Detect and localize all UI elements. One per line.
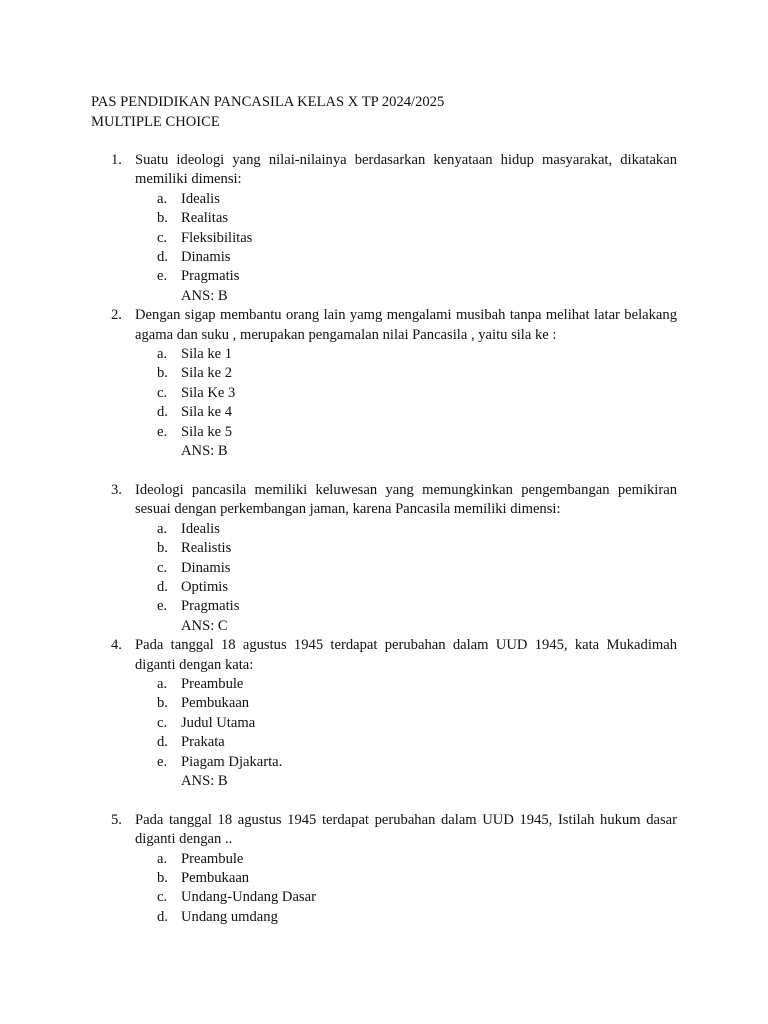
document-subtitle: MULTIPLE CHOICE <box>91 113 220 130</box>
option-text: Sila ke 1 <box>181 346 233 363</box>
question-text: Suatu ideologi yang nilai-nilainya berdasarkan kenyataan hidup masyarakat, dikatakan memiliki dimensi: <box>135 152 677 188</box>
question-number: 1. <box>111 152 122 168</box>
option-text: Pragmatis <box>181 268 240 285</box>
option-letter: a. <box>157 850 168 867</box>
question-5 <box>91 811 677 927</box>
option-text: Undang umdang <box>181 908 278 925</box>
question-number: 4. <box>111 637 122 654</box>
option-text: Undang-Undang Dasar <box>181 889 316 906</box>
option-letter: d. <box>157 734 168 751</box>
option-letter: a. <box>157 346 168 363</box>
option-c <box>135 384 677 403</box>
option-text: Sila ke 4 <box>181 404 233 421</box>
option-letter: e. <box>157 598 168 615</box>
option-letter: e. <box>157 268 168 285</box>
spacer <box>91 791 677 810</box>
option-text: Optimis <box>181 578 229 595</box>
option-text: Idealis <box>181 190 220 207</box>
option-text: Pragmatis <box>181 598 240 615</box>
answer-key: ANS: C <box>181 617 228 634</box>
option-e <box>135 423 677 442</box>
option-c <box>135 229 677 248</box>
option-letter: c. <box>157 229 168 246</box>
question-4 <box>91 636 677 791</box>
option-letter: c. <box>157 714 168 731</box>
option-letter: d. <box>157 578 168 595</box>
option-text: Pembukaan <box>181 870 250 886</box>
option-letter: b. <box>157 540 168 557</box>
option-c <box>135 714 677 733</box>
spacer <box>91 462 677 481</box>
option-d <box>135 733 677 752</box>
option-c <box>135 888 677 907</box>
option-letter: b. <box>157 695 168 712</box>
option-letter: a. <box>157 675 168 692</box>
question-text: Pada tanggal 18 agustus 1945 terdapat perubahan dalam UUD 1945, kata Mukadimah diganti dengan kata: <box>135 637 677 673</box>
option-list <box>135 520 677 617</box>
option-b <box>135 364 677 383</box>
option-letter: b. <box>157 210 168 227</box>
document-title: PAS PENDIDIKAN PANCASILA KELAS X TP 2024/2025 <box>91 94 445 110</box>
option-text: Realitas <box>181 210 229 227</box>
option-text: Sila ke 2 <box>181 365 233 382</box>
question-number: 5. <box>111 811 122 828</box>
document-header <box>91 93 444 132</box>
option-letter: c. <box>157 889 168 906</box>
question-number: 3. <box>111 481 122 498</box>
option-a <box>135 850 677 869</box>
option-letter: b. <box>157 365 168 382</box>
option-text: Preambule <box>181 850 244 867</box>
option-b <box>135 539 677 558</box>
question-1 <box>91 151 677 306</box>
option-letter: c. <box>157 384 168 401</box>
option-text: Preambule <box>181 675 244 692</box>
option-letter: a. <box>157 520 168 537</box>
option-c <box>135 559 677 578</box>
option-list <box>135 190 677 287</box>
option-e <box>135 267 677 286</box>
option-letter: e. <box>157 423 168 440</box>
option-d <box>135 908 677 927</box>
option-text: Fleksibilitas <box>181 229 253 246</box>
option-a <box>135 345 677 364</box>
option-letter: a. <box>157 190 168 207</box>
answer-key: ANS: B <box>181 772 228 789</box>
option-text: Dinamis <box>181 249 231 266</box>
option-list <box>135 850 677 928</box>
option-text: Idealis <box>181 520 220 537</box>
option-letter: d. <box>157 249 168 266</box>
answer-key: ANS: B <box>181 287 228 304</box>
question-2 <box>91 306 677 461</box>
option-list <box>135 675 677 772</box>
option-e <box>135 597 677 616</box>
option-text: Pembukaan <box>181 695 250 712</box>
option-text: Dinamis <box>181 559 231 576</box>
option-text: Prakata <box>181 734 225 751</box>
option-list <box>135 345 677 442</box>
question-3 <box>91 481 677 636</box>
option-b <box>135 209 677 228</box>
option-b <box>135 694 677 713</box>
option-letter: d. <box>157 404 168 421</box>
option-letter: c. <box>157 559 168 576</box>
option-a <box>135 190 677 209</box>
option-d <box>135 403 677 422</box>
option-a <box>135 520 677 539</box>
question-text: Pada tanggal 18 agustus 1945 terdapat perubahan dalam UUD 1945, Istilah hukum dasar diganti dengan .. <box>135 811 677 848</box>
option-e <box>135 753 677 772</box>
option-text: Sila Ke 3 <box>181 384 236 401</box>
answer-key: ANS: B <box>181 443 228 460</box>
question-number: 2. <box>111 307 122 324</box>
question-text: Ideologi pancasila memiliki keluwesan yang memungkinkan pengembangan pemikiran sesuai dengan perkembangan jaman, karena Pancasila memiliki dimensi: <box>135 481 677 518</box>
option-text: Sila ke 5 <box>181 423 233 440</box>
option-text: Realistis <box>181 540 232 557</box>
option-d <box>135 578 677 597</box>
option-letter: d. <box>157 908 168 925</box>
option-text: Piagam Djakarta. <box>181 753 283 770</box>
option-d <box>135 248 677 267</box>
question-list <box>91 151 677 927</box>
option-a <box>135 675 677 694</box>
option-b <box>135 869 677 888</box>
option-text: Judul Utama <box>181 714 256 731</box>
option-letter: b. <box>157 870 168 886</box>
question-text: Dengan sigap membantu orang lain yamg mengalami musibah tanpa melihat latar belakang agama dan suku , merupakan pengamalan nilai Pancasila , yaitu sila ke : <box>135 307 677 343</box>
option-letter: e. <box>157 753 168 770</box>
